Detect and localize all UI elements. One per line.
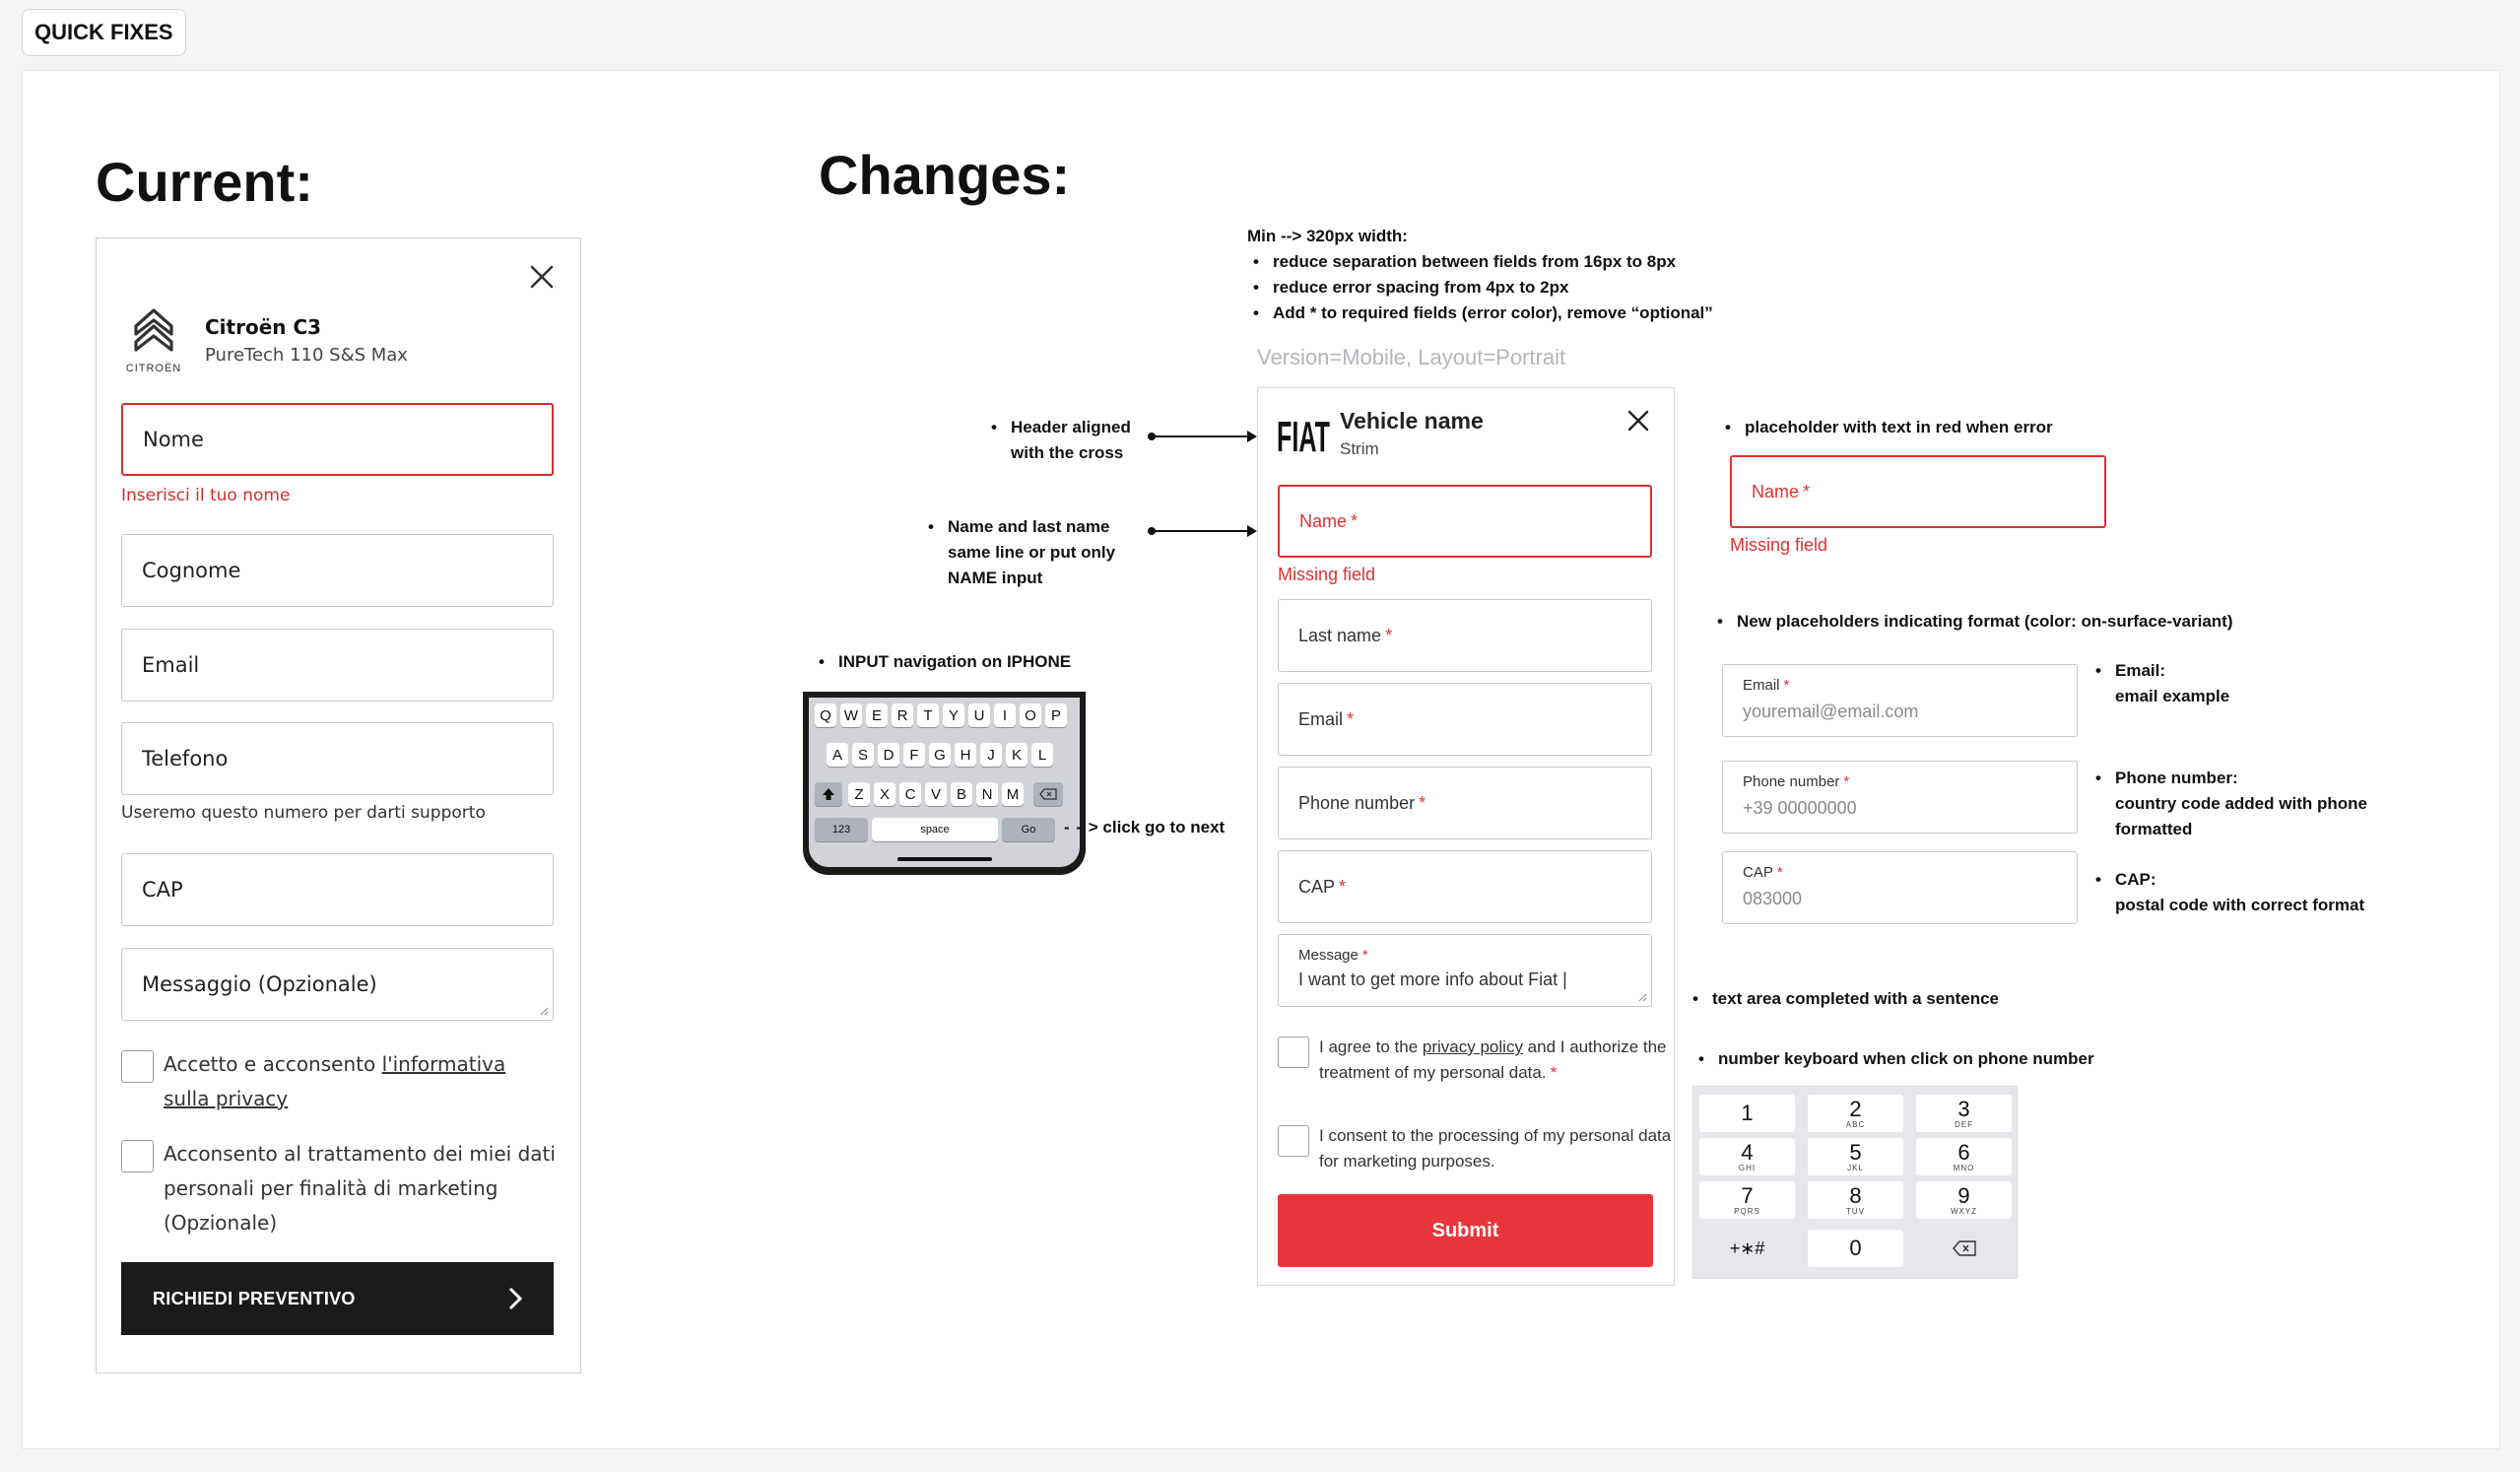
required-asterisk: * — [1550, 1063, 1558, 1082]
shift-icon — [822, 787, 835, 801]
vehicle-title: Citroën C3 — [205, 315, 322, 339]
key-d[interactable]: D — [878, 743, 899, 767]
key-g[interactable]: G — [929, 743, 951, 767]
email-placeholder: Email — [1298, 708, 1344, 729]
phone-note — [2089, 766, 2367, 842]
key-n[interactable]: N — [976, 782, 998, 806]
textarea-note — [1687, 986, 1999, 1012]
marketing-checkbox[interactable] — [1278, 1125, 1309, 1157]
resize-grip-icon[interactable] — [539, 1006, 549, 1016]
privacy-label-text: Accetto e acconsento — [164, 1052, 382, 1076]
new-vehicle-subtitle: Strim — [1340, 439, 1379, 458]
button-label: RICHIEDI PREVENTIVO — [153, 1288, 356, 1308]
cap-note — [2089, 867, 2364, 918]
phone-note-title: • Phone number: — [2089, 766, 2367, 791]
number-keypad-mockup — [1692, 1086, 2018, 1279]
placeholder-red-note — [1719, 415, 2053, 440]
email-input[interactable] — [1278, 683, 1652, 756]
name-note-line2: same line or put only — [948, 543, 1116, 562]
symbols-key[interactable] — [1699, 1230, 1795, 1267]
email-example-placeholder: youremail@email.com — [1743, 702, 1919, 721]
key-y[interactable]: Y — [943, 703, 964, 727]
header-note — [985, 415, 1131, 466]
name-placeholder: Name — [1299, 510, 1348, 531]
vehicle-subtitle: PureTech 110 S&S Max — [205, 345, 408, 366]
note-item: • Add * to required fields (error color), remove “optional” — [1247, 301, 1713, 326]
messaggio-textarea[interactable] — [121, 948, 554, 1021]
name-error: Missing field — [1278, 565, 1376, 584]
shift-key[interactable] — [815, 782, 842, 806]
key-digit: 1 — [1741, 1101, 1754, 1125]
number-keyboard-note-text: • number keyboard when click on phone number — [1692, 1046, 2094, 1072]
arrow-head — [1247, 525, 1257, 537]
cap-input[interactable]: CAP — [121, 853, 554, 926]
key-q[interactable]: Q — [815, 703, 836, 727]
required-asterisk: * — [1339, 876, 1347, 897]
phone-note-desc1: country code added with phone — [2115, 794, 2367, 813]
key-digit: 5 — [1849, 1139, 1862, 1165]
required-asterisk: * — [1361, 947, 1368, 964]
email-example-field[interactable] — [1722, 664, 2078, 737]
new-vehicle-title: Vehicle name — [1340, 408, 1484, 434]
required-asterisk: * — [1385, 625, 1393, 645]
fiat-logo-icon — [1277, 412, 1332, 455]
key-letters: JKL — [1847, 1163, 1864, 1172]
name-error-example-placeholder: Name — [1752, 481, 1800, 502]
key-digit: 7 — [1741, 1182, 1754, 1208]
keyboard — [809, 698, 1080, 867]
privacy-label-pre: I agree to the — [1319, 1037, 1423, 1056]
key-s[interactable]: S — [852, 743, 874, 767]
key-r[interactable]: R — [892, 703, 913, 727]
email-note-title: • Email: — [2089, 658, 2229, 684]
cap-input[interactable] — [1278, 850, 1652, 923]
telefono-help: Useremo questo numero per darti supporto — [121, 803, 486, 823]
key-digit: 3 — [1957, 1096, 1970, 1121]
symbols-key-label: +∗# — [1729, 1238, 1765, 1258]
key-0-digit: 0 — [1849, 1236, 1862, 1260]
iphone-note — [813, 649, 1071, 675]
key-letters: DEF — [1955, 1119, 1973, 1129]
name-error-example[interactable] — [1730, 455, 2106, 528]
key-letters: PQRS — [1734, 1206, 1760, 1216]
chevron-right-icon — [506, 1286, 524, 1311]
close-icon[interactable] — [1626, 409, 1650, 433]
cap-example-field[interactable] — [1722, 851, 2078, 924]
min-width-title: Min --> 320px width: — [1247, 227, 1408, 245]
phone-input[interactable] — [1278, 767, 1652, 839]
cap-note-title: • CAP: — [2089, 867, 2364, 893]
email-input[interactable]: Email — [121, 629, 554, 702]
key-w[interactable]: W — [840, 703, 862, 727]
new-placeholders-note — [1711, 609, 2232, 635]
number-keyboard-note — [1692, 1046, 2094, 1072]
key-digit: 9 — [1957, 1182, 1970, 1208]
backspace-key[interactable] — [1033, 782, 1063, 806]
iphone-keyboard-mockup — [803, 692, 1086, 875]
name-input[interactable] — [1278, 485, 1652, 558]
key-v[interactable]: V — [925, 782, 947, 806]
telefono-input[interactable]: Telefono — [121, 722, 554, 795]
submit-button[interactable]: Submit — [1278, 1194, 1653, 1267]
required-asterisk: * — [1419, 792, 1426, 813]
email-note — [2089, 658, 2229, 709]
backspace-icon — [1953, 1240, 1976, 1256]
placeholder-red-text: • placeholder with text in red when error — [1719, 415, 2053, 440]
key-9[interactable] — [1916, 1181, 2012, 1219]
phone-example-field[interactable] — [1722, 761, 2078, 834]
key-1[interactable] — [1699, 1095, 1795, 1132]
header-note-line2: with the cross — [1011, 443, 1124, 462]
last-name-input[interactable] — [1278, 599, 1652, 672]
key-3[interactable] — [1916, 1095, 2012, 1132]
key-digit: 2 — [1849, 1096, 1862, 1121]
key-i[interactable]: I — [994, 703, 1016, 727]
key-u[interactable]: U — [968, 703, 990, 727]
key-digit: 8 — [1849, 1182, 1862, 1208]
go-next-text: > click go to next — [1088, 818, 1226, 836]
privacy-link[interactable]: l'informativa sulla privacy — [164, 1052, 506, 1110]
key-2[interactable] — [1808, 1095, 1903, 1132]
privacy-checkbox-label — [164, 1047, 558, 1116]
message-textarea[interactable] — [1278, 934, 1652, 1007]
phone-example-label: Phone number — [1743, 773, 1840, 790]
key-4[interactable] — [1699, 1138, 1795, 1175]
fiat-logo-text: FIAT — [1277, 413, 1331, 455]
required-asterisk: * — [1347, 708, 1355, 729]
key-5[interactable] — [1808, 1138, 1903, 1175]
arrow-line — [1152, 435, 1249, 437]
key-j[interactable]: J — [980, 743, 1002, 767]
new-placeholders-text: • New placeholders indicating format (color: on-surface-variant) — [1711, 609, 2232, 635]
changes-heading: Changes: — [819, 144, 1071, 206]
key-z[interactable]: Z — [848, 782, 870, 806]
name-note-line3: NAME input — [948, 569, 1043, 587]
key-t[interactable]: T — [917, 703, 939, 727]
key-letters: ABC — [1845, 1119, 1866, 1129]
key-h[interactable]: H — [955, 743, 976, 767]
message-value: I want to get more info about Fiat | — [1298, 970, 1567, 989]
arrow-head — [1247, 431, 1257, 442]
nome-error: Inserisci il tuo nome — [121, 486, 291, 505]
min-width-notes — [1247, 224, 1713, 326]
required-asterisk: * — [1843, 773, 1850, 790]
header-note-line1: • Header aligned — [985, 415, 1131, 440]
key-digit: 6 — [1957, 1139, 1970, 1165]
textarea-note-text: • text area completed with a sentence — [1687, 986, 1999, 1012]
note-item: • reduce error spacing from 4px to 2px — [1247, 275, 1713, 301]
required-asterisk: * — [1776, 864, 1783, 881]
citroen-logo-icon — [120, 306, 187, 375]
email-example-label: Email — [1743, 677, 1780, 694]
delete-key[interactable] — [1916, 1230, 2012, 1267]
marketing-checkbox-label: I consent to the processing of my personal data for marketing purposes. — [1319, 1126, 1672, 1171]
cap-note-desc: postal code with correct format — [2115, 896, 2365, 914]
required-asterisk: * — [1803, 481, 1811, 502]
messaggio-placeholder: Messaggio (Opzionale) — [142, 972, 377, 996]
current-heading: Current: — [96, 151, 313, 213]
quick-fixes-tag[interactable]: QUICK FIXES — [22, 9, 186, 56]
key-123[interactable]: 123 — [815, 818, 868, 841]
key-b[interactable]: B — [951, 782, 972, 806]
marketing-checkbox[interactable] — [121, 1140, 154, 1172]
note-item: • reduce separation between fields from 16px to 8px — [1247, 249, 1713, 275]
key-letters: WXYZ — [1950, 1206, 1978, 1216]
arrow-line — [1152, 530, 1249, 532]
go-next-note — [1064, 815, 1225, 840]
key-7[interactable] — [1699, 1181, 1795, 1219]
name-error-example-msg: Missing field — [1730, 535, 1828, 555]
key-letters: TUV — [1846, 1206, 1865, 1216]
key-x[interactable]: X — [874, 782, 895, 806]
backspace-icon — [1039, 788, 1057, 800]
cognome-input[interactable]: Cognome — [121, 534, 554, 607]
richiedi-preventivo-button[interactable] — [121, 1262, 554, 1335]
key-space[interactable]: space — [872, 818, 998, 841]
nome-input[interactable]: Nome — [121, 403, 554, 476]
key-k[interactable]: K — [1006, 743, 1028, 767]
key-letters: MNO — [1953, 1163, 1975, 1172]
iphone-note-text: • INPUT navigation on IPHONE — [813, 649, 1071, 675]
key-c[interactable]: C — [899, 782, 921, 806]
key-a[interactable]: A — [827, 743, 848, 767]
key-letters: GHI — [1738, 1163, 1757, 1172]
svg-text:CITROËN: CITROËN — [125, 363, 182, 374]
key-e[interactable]: E — [866, 703, 888, 727]
key-8[interactable] — [1808, 1181, 1903, 1219]
key-digit: 4 — [1741, 1139, 1754, 1165]
required-asterisk: * — [1351, 510, 1359, 531]
dashed-arrow: - - — [1064, 818, 1089, 836]
privacy-label-post: and I authorize the treatment of my personal data. — [1319, 1037, 1667, 1082]
key-f[interactable]: F — [903, 743, 925, 767]
message-label: Message — [1298, 947, 1359, 964]
phone-note-desc2: formatted — [2115, 820, 2193, 838]
key-m[interactable]: M — [1002, 782, 1024, 806]
close-icon[interactable] — [528, 263, 556, 291]
key-6[interactable] — [1916, 1138, 2012, 1175]
name-note — [922, 514, 1115, 591]
privacy-checkbox[interactable] — [121, 1050, 154, 1083]
privacy-checkbox[interactable] — [1278, 1037, 1309, 1068]
name-note-line1: • Name and last name — [922, 514, 1115, 540]
required-asterisk: * — [1783, 677, 1790, 694]
phone-placeholder: Phone number — [1298, 792, 1416, 813]
cap-example-label: CAP — [1743, 864, 1773, 881]
phone-example-placeholder: +39 00000000 — [1743, 798, 1857, 818]
key-0[interactable] — [1808, 1230, 1903, 1267]
privacy-policy-link[interactable]: privacy policy — [1422, 1037, 1523, 1056]
resize-grip-icon[interactable] — [1637, 992, 1647, 1002]
key-l[interactable]: L — [1031, 743, 1053, 767]
cap-example-placeholder: 083000 — [1743, 889, 1803, 908]
home-indicator — [897, 857, 992, 861]
marketing-checkbox-label: Acconsento al trattamento dei miei dati personali per finalità di marketing (Opzionale) — [164, 1142, 556, 1235]
variant-label: Version=Mobile, Layout=Portrait — [1257, 345, 1566, 369]
privacy-checkbox-label — [1319, 1035, 1674, 1086]
email-note-desc: email example — [2115, 687, 2230, 705]
key-o[interactable]: O — [1020, 703, 1041, 727]
key-p[interactable]: P — [1045, 703, 1067, 727]
last-name-placeholder: Last name — [1298, 625, 1382, 645]
cap-placeholder: CAP — [1298, 876, 1336, 897]
key-go[interactable]: Go — [1002, 818, 1055, 841]
